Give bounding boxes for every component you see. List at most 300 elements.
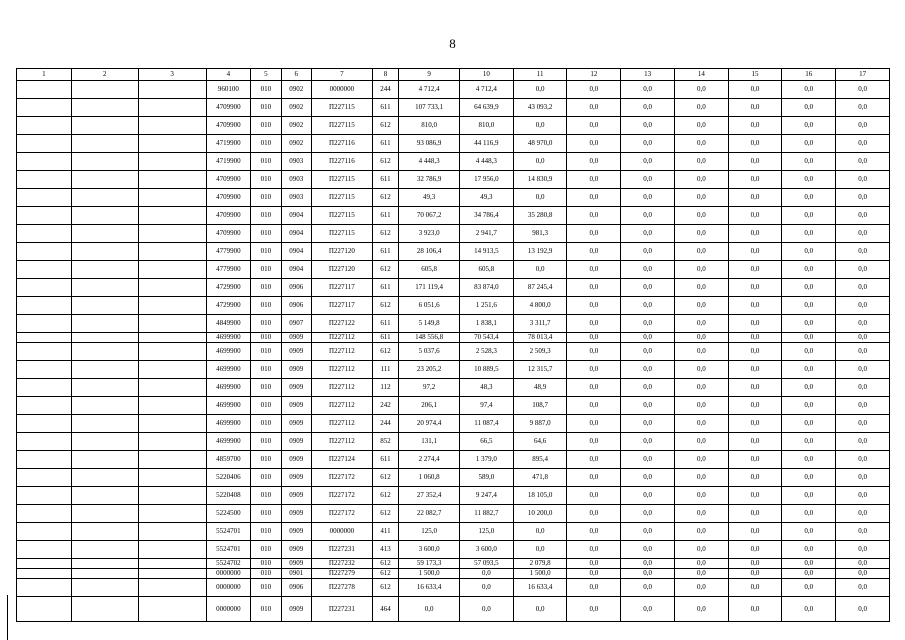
table-cell: 0,0 xyxy=(728,379,782,397)
table-cell: 4699900 xyxy=(206,415,251,433)
table-cell: 0,0 xyxy=(836,279,890,297)
table-cell: 0909 xyxy=(281,333,311,343)
table-cell: 0,0 xyxy=(674,541,728,559)
table-cell: 0,0 xyxy=(782,117,836,135)
table-cell: П227117 xyxy=(312,297,373,315)
blank-cell xyxy=(17,597,72,622)
table-cell: 0,0 xyxy=(728,135,782,153)
table-cell: 612 xyxy=(372,505,398,523)
table-cell: 0,0 xyxy=(836,415,890,433)
table-cell: 111 xyxy=(372,361,398,379)
table-cell: 43 093,2 xyxy=(513,99,567,117)
blank-cell xyxy=(71,541,138,559)
table-cell: 1 500,0 xyxy=(513,569,567,579)
blank-cell xyxy=(71,487,138,505)
table-cell: 0,0 xyxy=(621,243,675,261)
table-cell: 0,0 xyxy=(621,597,675,622)
table-cell: 0,0 xyxy=(836,379,890,397)
table-cell: 4849900 xyxy=(206,315,251,333)
blank-cell xyxy=(71,333,138,343)
table-cell: 010 xyxy=(251,415,281,433)
table-cell: 0,0 xyxy=(836,541,890,559)
table-cell: 0,0 xyxy=(513,153,567,171)
table-cell: 0,0 xyxy=(836,343,890,361)
table-cell: 0,0 xyxy=(567,171,621,189)
table-cell: 4699900 xyxy=(206,361,251,379)
table-cell: 0,0 xyxy=(674,433,728,451)
table-cell: 0906 xyxy=(281,297,311,315)
table-cell: 0,0 xyxy=(567,279,621,297)
table-cell: 148 556,8 xyxy=(399,333,460,343)
blank-cell xyxy=(138,487,206,505)
table-cell: 960100 xyxy=(206,81,251,99)
blank-cell xyxy=(138,333,206,343)
blank-cell xyxy=(17,153,72,171)
table-cell: 0,0 xyxy=(621,153,675,171)
table-cell: 0,0 xyxy=(836,207,890,225)
table-cell: 4779900 xyxy=(206,261,251,279)
table-cell: 611 xyxy=(372,171,398,189)
column-header: 11 xyxy=(513,69,567,81)
column-header: 2 xyxy=(71,69,138,81)
table-cell: П227122 xyxy=(312,315,373,333)
table-cell: 0,0 xyxy=(674,297,728,315)
blank-cell xyxy=(71,189,138,207)
table-cell: 0,0 xyxy=(782,261,836,279)
table-row xyxy=(17,541,890,559)
blank-cell xyxy=(17,297,72,315)
table-cell: 4729900 xyxy=(206,297,251,315)
table-cell: 0,0 xyxy=(674,487,728,505)
blank-cell xyxy=(17,569,72,579)
table-cell: 0909 xyxy=(281,541,311,559)
table-cell: 0,0 xyxy=(567,579,621,597)
table-cell: 0,0 xyxy=(728,153,782,171)
table-header-row xyxy=(17,69,890,81)
table-cell: 612 xyxy=(372,343,398,361)
blank-cell xyxy=(138,361,206,379)
table-cell: П227112 xyxy=(312,343,373,361)
table-cell: 0,0 xyxy=(513,523,567,541)
table-cell: П227115 xyxy=(312,99,373,117)
table-cell: П227116 xyxy=(312,135,373,153)
table-row xyxy=(17,297,890,315)
table-cell: 0,0 xyxy=(836,361,890,379)
blank-cell xyxy=(71,505,138,523)
table-cell: 0,0 xyxy=(621,505,675,523)
table-cell: 23 205,2 xyxy=(399,361,460,379)
table-cell: 0,0 xyxy=(567,99,621,117)
table-cell: 0,0 xyxy=(728,569,782,579)
table-cell: 0,0 xyxy=(621,207,675,225)
table-cell: 20 974,4 xyxy=(399,415,460,433)
table-cell: 0,0 xyxy=(567,297,621,315)
table-cell: 0,0 xyxy=(782,225,836,243)
table-cell: 0904 xyxy=(281,225,311,243)
table-cell: 0,0 xyxy=(836,81,890,99)
table-row xyxy=(17,117,890,135)
table-cell: 0902 xyxy=(281,135,311,153)
table-cell: 0,0 xyxy=(567,523,621,541)
table-cell: 0,0 xyxy=(782,297,836,315)
blank-cell xyxy=(17,261,72,279)
table-cell: 17 956,0 xyxy=(460,171,514,189)
blank-cell xyxy=(138,433,206,451)
table-cell: 4709900 xyxy=(206,189,251,207)
blank-cell xyxy=(138,99,206,117)
blank-cell xyxy=(71,99,138,117)
blank-cell xyxy=(17,279,72,297)
blank-cell xyxy=(17,469,72,487)
table-cell: 010 xyxy=(251,117,281,135)
blank-cell xyxy=(138,297,206,315)
table-cell: 97,4 xyxy=(460,397,514,415)
table-cell: 0,0 xyxy=(567,343,621,361)
table-cell: 0,0 xyxy=(567,397,621,415)
table-cell: 49,3 xyxy=(460,189,514,207)
blank-cell xyxy=(71,343,138,361)
table-row xyxy=(17,315,890,333)
table-cell: 0,0 xyxy=(621,315,675,333)
table-cell: 0,0 xyxy=(621,451,675,469)
table-cell: 0,0 xyxy=(728,99,782,117)
table-cell: 0,0 xyxy=(567,135,621,153)
table-cell: 0904 xyxy=(281,243,311,261)
table-cell: 5524701 xyxy=(206,523,251,541)
table-cell: 97,2 xyxy=(399,379,460,397)
table-cell: 0,0 xyxy=(567,315,621,333)
table-cell: П227117 xyxy=(312,279,373,297)
table-cell: 0,0 xyxy=(674,207,728,225)
table-cell: П227124 xyxy=(312,451,373,469)
blank-cell xyxy=(71,379,138,397)
table-cell: 0,0 xyxy=(782,451,836,469)
table-cell: 0,0 xyxy=(674,469,728,487)
table-cell: 206,1 xyxy=(399,397,460,415)
table-cell: 0902 xyxy=(281,117,311,135)
table-cell: 0,0 xyxy=(674,279,728,297)
blank-cell xyxy=(138,189,206,207)
table-row xyxy=(17,153,890,171)
blank-cell xyxy=(138,397,206,415)
table-cell: 0,0 xyxy=(674,261,728,279)
table-cell: 3 923,0 xyxy=(399,225,460,243)
table-cell: 0,0 xyxy=(567,261,621,279)
blank-cell xyxy=(71,81,138,99)
blank-cell xyxy=(17,541,72,559)
table-row xyxy=(17,361,890,379)
table-cell: 0,0 xyxy=(782,153,836,171)
table-cell: 0,0 xyxy=(836,189,890,207)
table-cell: 0,0 xyxy=(567,117,621,135)
table-cell: 0,0 xyxy=(674,397,728,415)
table-row xyxy=(17,243,890,261)
blank-cell xyxy=(71,569,138,579)
table-cell: 0,0 xyxy=(728,469,782,487)
blank-cell xyxy=(71,135,138,153)
table-cell: 0909 xyxy=(281,597,311,622)
table-cell: 0,0 xyxy=(621,487,675,505)
blank-cell xyxy=(138,579,206,597)
table-cell: 0,0 xyxy=(513,117,567,135)
table-cell: 0,0 xyxy=(621,279,675,297)
blank-cell xyxy=(138,469,206,487)
table-cell: 0909 xyxy=(281,361,311,379)
table-cell: 64,6 xyxy=(513,433,567,451)
table-cell: 0,0 xyxy=(728,579,782,597)
table-cell: 611 xyxy=(372,333,398,343)
table-cell: 4709900 xyxy=(206,117,251,135)
blank-cell xyxy=(138,261,206,279)
table-cell: 0,0 xyxy=(836,171,890,189)
table-cell: 612 xyxy=(372,261,398,279)
table-cell: 0,0 xyxy=(399,597,460,622)
table-cell: 0000000 xyxy=(206,597,251,622)
table-cell: 0,0 xyxy=(836,487,890,505)
table-cell: 010 xyxy=(251,207,281,225)
table-cell: 0903 xyxy=(281,171,311,189)
table-cell: 112 xyxy=(372,379,398,397)
table-cell: 612 xyxy=(372,487,398,505)
blank-cell xyxy=(71,153,138,171)
table-cell: П227112 xyxy=(312,415,373,433)
table-cell: 4779900 xyxy=(206,243,251,261)
blank-cell xyxy=(71,469,138,487)
table-cell: П227115 xyxy=(312,171,373,189)
table-cell: 27 352,4 xyxy=(399,487,460,505)
blank-cell xyxy=(17,579,72,597)
table-cell: 0,0 xyxy=(674,81,728,99)
blank-cell xyxy=(138,117,206,135)
table-cell: 0,0 xyxy=(621,189,675,207)
table-cell: 010 xyxy=(251,541,281,559)
table-cell: 0,0 xyxy=(674,243,728,261)
table-cell: 010 xyxy=(251,597,281,622)
table-cell: 0,0 xyxy=(782,433,836,451)
blank-cell xyxy=(17,487,72,505)
table-cell: 0,0 xyxy=(836,135,890,153)
table-cell: 5524701 xyxy=(206,541,251,559)
blank-cell xyxy=(138,153,206,171)
table-cell: П227172 xyxy=(312,469,373,487)
table-cell: 0,0 xyxy=(836,297,890,315)
table-cell: 0,0 xyxy=(674,189,728,207)
blank-cell xyxy=(138,415,206,433)
table-cell: 0,0 xyxy=(728,597,782,622)
blank-cell xyxy=(71,523,138,541)
table-cell: 612 xyxy=(372,469,398,487)
table-cell: 612 xyxy=(372,153,398,171)
blank-cell xyxy=(17,117,72,135)
table-cell: 16 633,4 xyxy=(513,579,567,597)
blank-cell xyxy=(17,343,72,361)
table-cell: 0906 xyxy=(281,279,311,297)
table-cell: 0909 xyxy=(281,505,311,523)
table-cell: 0,0 xyxy=(621,99,675,117)
table-cell: П227115 xyxy=(312,117,373,135)
table-cell: 0,0 xyxy=(621,117,675,135)
table-cell: 0907 xyxy=(281,315,311,333)
table-row xyxy=(17,415,890,433)
table-row xyxy=(17,279,890,297)
table-cell: 4 448,3 xyxy=(460,153,514,171)
table-row xyxy=(17,487,890,505)
blank-cell xyxy=(71,207,138,225)
table-cell: 010 xyxy=(251,433,281,451)
table-cell: 0,0 xyxy=(621,579,675,597)
blank-cell xyxy=(17,397,72,415)
blank-cell xyxy=(138,597,206,622)
table-row xyxy=(17,451,890,469)
table-cell: 981,3 xyxy=(513,225,567,243)
table-cell: 010 xyxy=(251,297,281,315)
table-cell: 34 786,4 xyxy=(460,207,514,225)
table-cell: 0909 xyxy=(281,379,311,397)
table-cell: 0,0 xyxy=(674,597,728,622)
table-cell: 48 970,0 xyxy=(513,135,567,153)
table-cell: 4 800,0 xyxy=(513,297,567,315)
table-row xyxy=(17,569,890,579)
table-cell: 5220408 xyxy=(206,487,251,505)
table-row xyxy=(17,597,890,622)
table-cell: П227115 xyxy=(312,189,373,207)
table-cell: 895,4 xyxy=(513,451,567,469)
table-cell: 14 830,9 xyxy=(513,171,567,189)
table-cell: 0,0 xyxy=(674,99,728,117)
table-cell: 0,0 xyxy=(836,261,890,279)
table-cell: 2 941,7 xyxy=(460,225,514,243)
blank-cell xyxy=(138,569,206,579)
table-row xyxy=(17,207,890,225)
table-cell: 0,0 xyxy=(567,225,621,243)
table-cell: 0,0 xyxy=(836,569,890,579)
table-cell: 4 712,4 xyxy=(460,81,514,99)
column-header: 14 xyxy=(674,69,728,81)
blank-cell xyxy=(71,171,138,189)
table-cell: 0,0 xyxy=(836,597,890,622)
table-row xyxy=(17,171,890,189)
table-cell: 0,0 xyxy=(782,279,836,297)
table-cell: 010 xyxy=(251,397,281,415)
table-cell: 87 245,4 xyxy=(513,279,567,297)
table-cell: 0,0 xyxy=(567,469,621,487)
table-row xyxy=(17,379,890,397)
table-cell: 1 838,1 xyxy=(460,315,514,333)
table-cell: 83 874,0 xyxy=(460,279,514,297)
table-cell: 0,0 xyxy=(621,397,675,415)
table-cell: П227112 xyxy=(312,433,373,451)
table-cell: 4709900 xyxy=(206,225,251,243)
table-cell: 78 013,4 xyxy=(513,333,567,343)
blank-cell xyxy=(71,261,138,279)
table-cell: 010 xyxy=(251,261,281,279)
table-cell: П227231 xyxy=(312,541,373,559)
table-cell: 10 889,5 xyxy=(460,361,514,379)
table-cell: 010 xyxy=(251,225,281,243)
table-cell: 22 082,7 xyxy=(399,505,460,523)
table-cell: 0,0 xyxy=(621,569,675,579)
table-cell: 49,3 xyxy=(399,189,460,207)
table-cell: П227232 xyxy=(312,559,373,569)
table-cell: 0000000 xyxy=(206,569,251,579)
table-cell: 0909 xyxy=(281,451,311,469)
table-cell: 0,0 xyxy=(567,361,621,379)
table-cell: 0,0 xyxy=(728,315,782,333)
table-cell: 0909 xyxy=(281,343,311,361)
table-cell: 6 051,6 xyxy=(399,297,460,315)
table-cell: 0,0 xyxy=(621,171,675,189)
table-cell: 4719900 xyxy=(206,153,251,171)
blank-cell xyxy=(138,451,206,469)
table-cell: 0,0 xyxy=(513,189,567,207)
table-cell: 0,0 xyxy=(621,81,675,99)
budget-table xyxy=(16,68,890,622)
blank-cell xyxy=(17,451,72,469)
table-cell: 0,0 xyxy=(836,397,890,415)
table-cell: 12 315,7 xyxy=(513,361,567,379)
table-cell: 0,0 xyxy=(513,81,567,99)
table-cell: 612 xyxy=(372,225,398,243)
table-cell: П227115 xyxy=(312,225,373,243)
table-cell: 0,0 xyxy=(782,505,836,523)
table-cell: 0901 xyxy=(281,569,311,579)
column-header: 7 xyxy=(312,69,373,81)
table-cell: 0,0 xyxy=(782,415,836,433)
table-cell: 0,0 xyxy=(728,397,782,415)
table-cell: П227115 xyxy=(312,207,373,225)
column-header: 17 xyxy=(836,69,890,81)
table-cell: 612 xyxy=(372,559,398,569)
table-cell: 244 xyxy=(372,81,398,99)
blank-cell xyxy=(71,597,138,622)
table-cell: 48,9 xyxy=(513,379,567,397)
blank-cell xyxy=(17,559,72,569)
table-cell: 010 xyxy=(251,523,281,541)
table-cell: 010 xyxy=(251,99,281,117)
column-header: 8 xyxy=(372,69,398,81)
table-cell: 125,0 xyxy=(399,523,460,541)
table-cell: 010 xyxy=(251,505,281,523)
table-cell: 1 379,0 xyxy=(460,451,514,469)
column-header: 13 xyxy=(621,69,675,81)
table-cell: 0,0 xyxy=(674,415,728,433)
table-cell: 605,8 xyxy=(399,261,460,279)
table-cell: 0909 xyxy=(281,415,311,433)
table-cell: 0,0 xyxy=(674,333,728,343)
table-cell: 1 500,0 xyxy=(399,569,460,579)
table-cell: П227278 xyxy=(312,579,373,597)
table-cell: 3 600,0 xyxy=(399,541,460,559)
table-cell: 611 xyxy=(372,135,398,153)
table-cell: 0,0 xyxy=(836,153,890,171)
table-cell: 28 106,4 xyxy=(399,243,460,261)
table-cell: 108,7 xyxy=(513,397,567,415)
table-cell: 010 xyxy=(251,279,281,297)
table-cell: 612 xyxy=(372,569,398,579)
table-cell: 44 116,9 xyxy=(460,135,514,153)
column-header: 4 xyxy=(206,69,251,81)
table-cell: 0,0 xyxy=(567,415,621,433)
table-cell: 4699900 xyxy=(206,397,251,415)
table-cell: 0906 xyxy=(281,579,311,597)
table-cell: 010 xyxy=(251,361,281,379)
table-row xyxy=(17,81,890,99)
blank-cell xyxy=(17,361,72,379)
blank-cell xyxy=(17,523,72,541)
table-cell: 0,0 xyxy=(728,243,782,261)
table-cell: П227112 xyxy=(312,379,373,397)
table-cell: 244 xyxy=(372,415,398,433)
